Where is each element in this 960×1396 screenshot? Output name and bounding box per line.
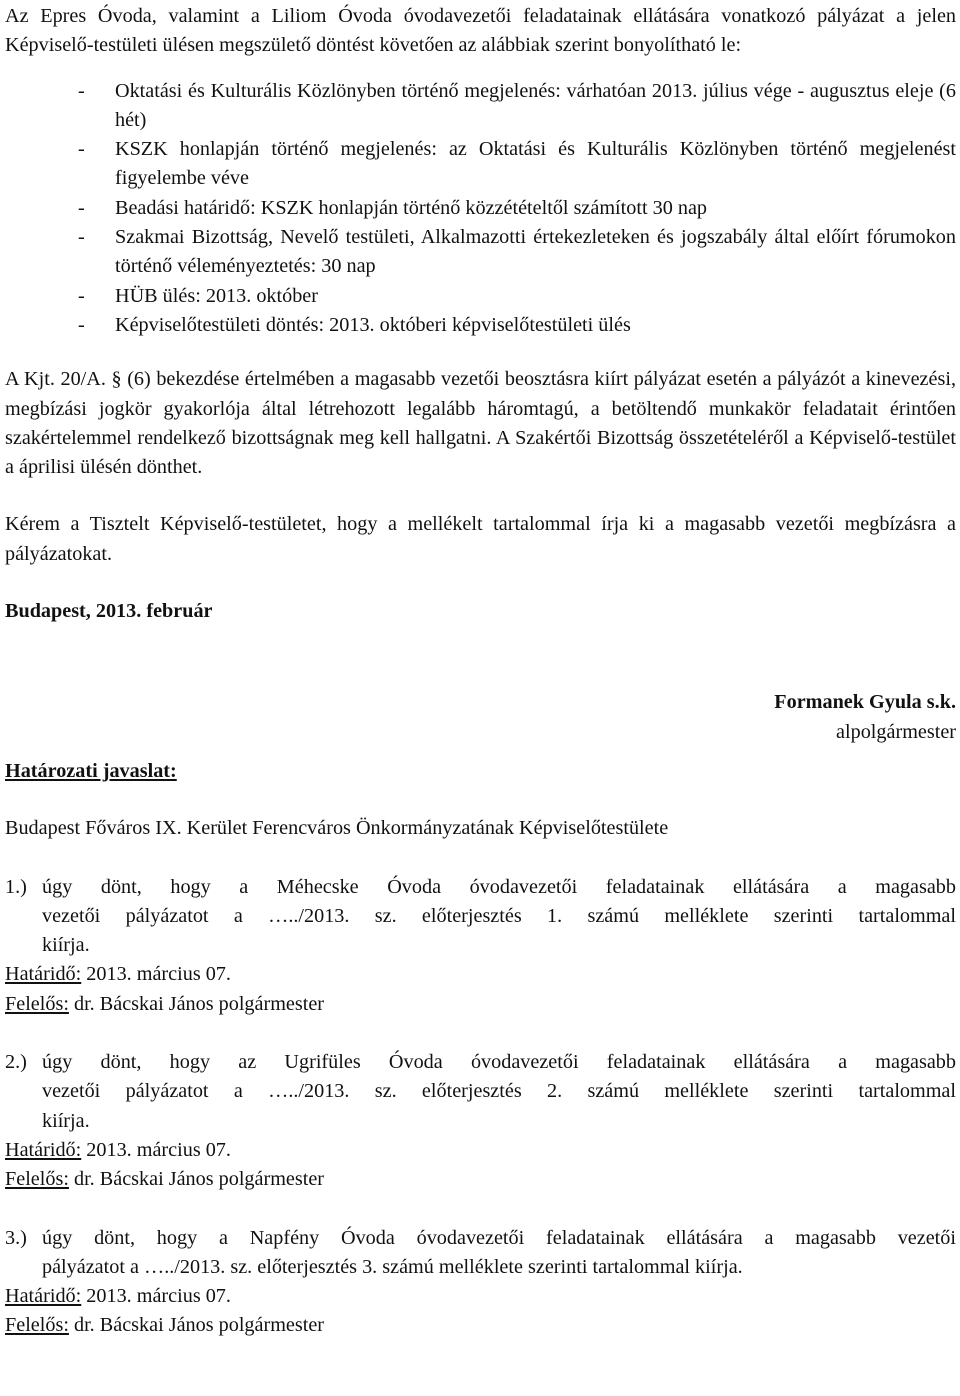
schedule-item: [5, 223, 956, 282]
schedule-item-text: Oktatási és Kulturális Közlönyben történő megjelenés: várhatóan 2013. július vége - augusztus eleje (6 hét): [115, 79, 956, 131]
resolution-item: [5, 1224, 956, 1341]
responsible-line: [5, 1311, 956, 1340]
responsible-line: [5, 990, 956, 1019]
body-name: Budapest Főváros IX. Kerület Ferencváros Önkormányzatának Képviselőtestülete: [5, 817, 669, 840]
dash-marker: -: [78, 284, 85, 307]
signature-title: alpolgármester: [836, 720, 956, 743]
deadline-value: 2013. március 07.: [86, 1285, 231, 1308]
resolution-number: 2.): [5, 1051, 27, 1074]
dash-marker: -: [78, 196, 85, 219]
resolution-line: vezetői pályázatot a …../2013. sz. előterjesztés 1. számú melléklete szerinti tartalommal: [42, 904, 956, 927]
responsible-label: Felelős:: [5, 1314, 69, 1337]
resolution-number: 1.): [5, 875, 27, 898]
deadline-label: Határidő:: [5, 1285, 82, 1308]
responsible-value: dr. Bácskai János polgármester: [73, 992, 325, 1015]
deadline-value: 2013. március 07.: [86, 963, 231, 986]
resolution-heading: Határozati javaslat:: [5, 759, 177, 782]
responsible-label: Felelős:: [5, 1168, 69, 1191]
intro-paragraph: Az Epres Óvoda, valamint a Liliom Óvoda óvodavezetői feladatainak ellátására vonatkozó pályázat a jelen Képviselő-testületi ülésen megszülető döntést követően az alábbiak szerint bonyolítható le:: [5, 5, 956, 57]
dash-marker: -: [78, 226, 85, 249]
schedule-item: [5, 282, 956, 311]
schedule-item: [5, 77, 956, 136]
deadline-line: [5, 1136, 956, 1165]
request-paragraph: Kérem a Tisztelt Képviselő-testületet, hogy a mellékelt tartalommal írja ki a magasabb vezetői megbízásra a pályázatokat.: [5, 513, 956, 565]
responsible-value: dr. Bácskai János polgármester: [73, 1314, 325, 1337]
deadline-line: [5, 1282, 956, 1311]
place-date: Budapest, 2013. február: [5, 600, 213, 623]
schedule-item: [5, 311, 956, 340]
responsible-line: [5, 1165, 956, 1194]
resolution-item: [5, 1048, 956, 1194]
dash-marker: -: [78, 79, 85, 102]
schedule-item-text: Beadási határidő: KSZK honlapján történő közzétételtől számított 30 nap: [115, 196, 708, 219]
resolution-number: 3.): [5, 1226, 27, 1249]
schedule-list: [5, 77, 956, 341]
schedule-item-text: HÜB ülés: 2013. október: [115, 284, 318, 307]
resolution-line: úgy dönt, hogy az Ugrifüles Óvoda óvodavezetői feladatainak ellátására a magasabb: [42, 1051, 956, 1074]
schedule-item: [5, 194, 956, 223]
deadline-line: [5, 960, 956, 989]
deadline-label: Határidő:: [5, 1138, 82, 1161]
resolution-line: kiírja.: [42, 934, 90, 957]
resolution-item: [5, 873, 956, 1019]
deadline-value: 2013. március 07.: [86, 1138, 231, 1161]
responsible-value: dr. Bácskai János polgármester: [73, 1168, 325, 1191]
kjt-paragraph: A Kjt. 20/A. § (6) bekezdése értelmében a magasabb vezetői beosztásra kiírt pályázat esetén a pályázót a kinevezési, megbízási jogkör gyakorlója által létrehozott legalább háromtagú, a betöltendő munkakör feladatait érintően szakértelemmel rendelkező bizottságnak meg kell hallgatni. A Szakértői Bizottság összetételéről a Képviselő-testület a áprilisi ülésén dönthet.: [5, 368, 956, 479]
deadline-label: Határidő:: [5, 963, 82, 986]
resolution-line: vezetői pályázatot a …../2013. sz. előterjesztés 2. számú melléklete szerinti tartalommal: [42, 1080, 956, 1103]
schedule-item-text: Szakmai Bizottság, Nevelő testületi, Alkalmazotti értekezleteken és jogszabály által előírt fórumokon történő véleményeztetés: 30 nap: [115, 226, 956, 278]
signature-name: Formanek Gyula s.k.: [774, 691, 956, 714]
dash-marker: -: [78, 313, 85, 336]
schedule-item-text: Képviselőtestületi döntés: 2013. októberi képviselőtestületi ülés: [115, 313, 631, 336]
responsible-label: Felelős:: [5, 992, 69, 1015]
signature-block: [5, 688, 956, 747]
schedule-item: [5, 135, 956, 194]
resolution-line: kiírja.: [42, 1109, 90, 1132]
dash-marker: -: [78, 138, 85, 161]
schedule-item-text: KSZK honlapján történő megjelenés: az Oktatási és Kulturális Közlönyben történő megjelenést figyelembe véve: [115, 138, 956, 190]
resolution-line: úgy dönt, hogy a Méhecske Óvoda óvodavezetői feladatainak ellátására a magasabb: [42, 875, 956, 898]
resolution-line: pályázatot a …../2013. sz. előterjesztés 3. számú melléklete szerinti tartalommal kiírja.: [42, 1255, 743, 1278]
resolution-line: úgy dönt, hogy a Napfény Óvoda óvodavezetői feladatainak ellátására a magasabb vezetői: [42, 1226, 956, 1249]
